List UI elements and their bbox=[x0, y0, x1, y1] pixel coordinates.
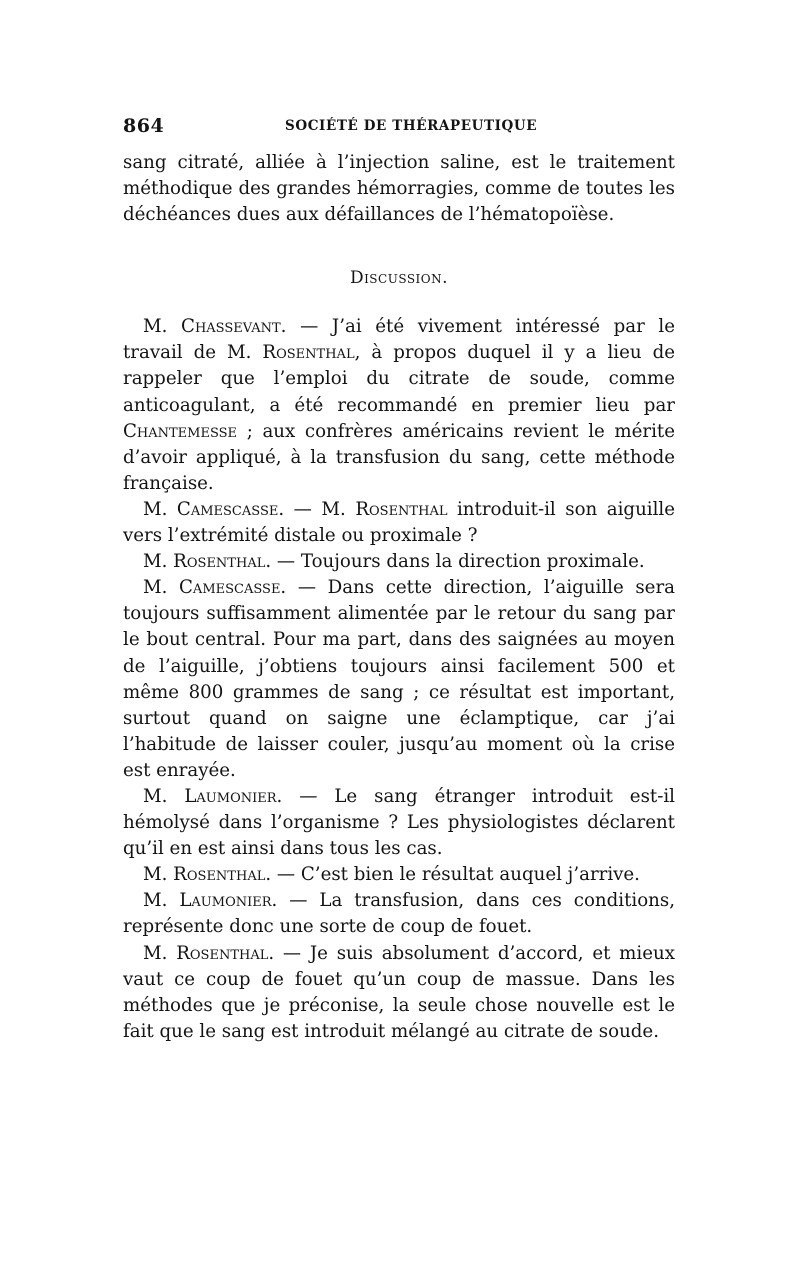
speaker-name: M. Rosenthal. bbox=[143, 551, 272, 573]
speech-text: — Toujours dans la direction proximale. bbox=[271, 551, 645, 573]
speech-text: ; aux confrères américains revient le mérite d’avoir appliqué, à la transfusion du sang, cette méthode française. bbox=[123, 420, 675, 494]
speech-text: — La transfusion, dans ces conditions, représente donc une sorte de coup de fouet. bbox=[123, 890, 675, 938]
speech-text: — J’ai été vivement intéressé par le travail de bbox=[123, 316, 675, 364]
speech-text: — Le sang étranger introduit est-il hémolysé dans l’organisme ? Les physiologistes déclarent qu’il en est ainsi dans tous les cas. bbox=[123, 785, 675, 860]
body-text bbox=[123, 150, 675, 1045]
speaker-name: M. Rosenthal. bbox=[143, 942, 275, 964]
speaker-name: M. Chassevant. bbox=[143, 316, 287, 338]
speech-text: — Je suis absolument d’accord, et mieux vaut ce coup de fouet qu’un coup de massue. Dans les méthodes que je préconise, la seule chose nouvelle est le fait que le sang est introduit mélangé au citrate de soude. bbox=[123, 942, 675, 1042]
speaker-name: M. Rosenthal. bbox=[143, 864, 272, 886]
speaker-name: M. Camescasse. bbox=[143, 577, 287, 599]
discussion-paragraph bbox=[123, 941, 675, 1045]
discussion-paragraph bbox=[123, 549, 675, 575]
page-number: 864 bbox=[123, 115, 165, 137]
discussion-paragraph bbox=[123, 497, 675, 549]
speech-text: introduit-il son aiguille vers l’extrémité distale ou proximale ? bbox=[123, 498, 676, 547]
discussion-paragraph bbox=[123, 862, 675, 888]
running-title: SOCIÉTÉ DE THÉRAPEUTIQUE bbox=[285, 118, 538, 134]
intro-paragraph: sang citraté, alliée à l’injection saline, est le traitement méthodique des grandes hémorragies, comme de toutes les déchéances dues aux défaillances de l’hématopoïèse. bbox=[123, 152, 675, 226]
speech-text: — C’est bien le résultat auquel j’arrive. bbox=[271, 864, 640, 886]
speaker-name: M. Laumonier. bbox=[143, 890, 278, 912]
person-name: M. Rosenthal bbox=[227, 342, 355, 364]
page-header bbox=[123, 115, 675, 141]
person-name: Rosenthal bbox=[355, 498, 448, 520]
speech-text: — Dans cette direction, l’aiguille sera toujours suffisamment alimentée par le retour du sang par le bout central. Pour ma part, dans des saignées au moyen de l’aiguille, j’obtiens toujours ainsi facilement 500 et même 800 grammes de sang ; ce résultat est important, surtout quand on saigne une éclamptique, car j’ai l’habitude de laisser couler, jusqu’au moment où la crise est enrayée. bbox=[123, 577, 675, 781]
discussion-exchanges bbox=[123, 314, 675, 1045]
speaker-name: M. Camescasse. bbox=[143, 498, 285, 520]
discussion-paragraph bbox=[123, 784, 675, 862]
discussion-paragraph bbox=[123, 888, 675, 940]
speech-text: , à propos duquel il y a lieu de rappeler que l’emploi du citrate de soude, comme anticoagulant, a été recommandé en premier lieu par bbox=[123, 342, 675, 416]
discussion-paragraph bbox=[123, 575, 675, 784]
speech-text: — M. bbox=[284, 498, 356, 520]
person-name: Chantemesse bbox=[123, 420, 238, 442]
speaker-name: M. Laumonier. bbox=[143, 785, 283, 807]
discussion-paragraph bbox=[123, 314, 675, 497]
section-title: Discussion. bbox=[349, 268, 449, 289]
